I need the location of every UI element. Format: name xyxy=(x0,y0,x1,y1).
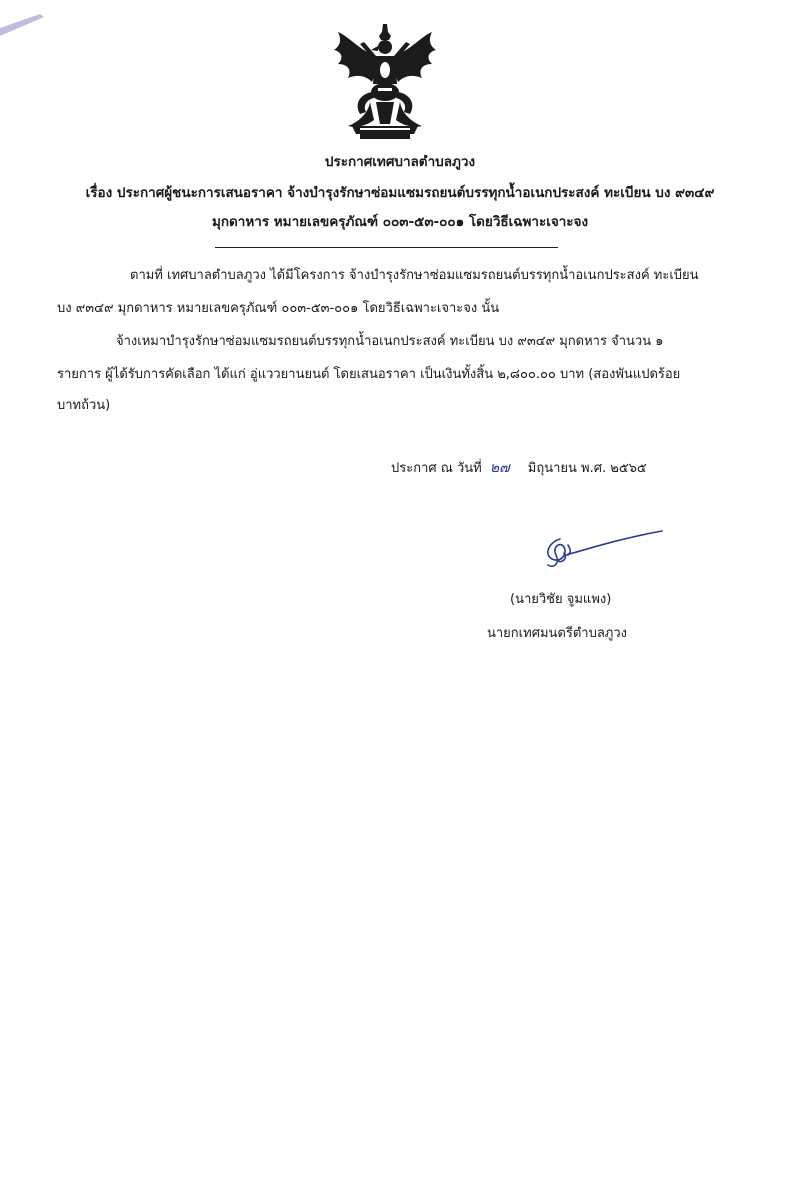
paragraph-1-line-1: ตามที่ เทศบาลตำบลภูวง ได้มีโครงการ จ้างบำรุงรักษาซ่อมแซมรถยนต์บรรทุกน้ำอเนกประสงค์ ทะเบียน xyxy=(130,268,699,283)
title-divider xyxy=(215,247,558,248)
signer-position: นายกเทศมนตรีตำบลภูวง xyxy=(487,626,627,641)
paragraph-2-line-3: บาทถ้วน) xyxy=(57,398,111,413)
subject-line-2: มุกดาหาร หมายเลขครุภัณฑ์ ๐๐๓-๕๓-๐๐๑ โดยวิธีเฉพาะเจาะจง xyxy=(211,214,589,230)
paragraph-1-line-2: บง ๙๓๔๙ มุกดาหาร หมายเลขครุภัณฑ์ ๐๐๓-๕๓-๐๐๑ โดยวิธีเฉพาะเจาะจง นั้น xyxy=(57,301,500,316)
document-issuer: ประกาศเทศบาลตำบลภูวง xyxy=(324,154,476,170)
paragraph-2-line-2: รายการ ผู้ได้รับการคัดเลือก ได้แก่ อู่แววยานยนต์ โดยเสนอราคา เป็นเงินทั้งสิ้น ๒,๘๐๐.๐๐ บาท (สองพันแปดร้อย xyxy=(57,367,681,382)
corner-scan-mark-icon xyxy=(0,0,50,60)
garuda-emblem-icon xyxy=(330,22,440,142)
handwritten-day: ๒๗ xyxy=(489,460,510,476)
handwritten-signature-icon xyxy=(538,525,668,575)
paragraph-2-line-1: จ้างเหมาบำรุงรักษาซ่อมแซมรถยนต์บรรทุกน้ำอเนกประสงค์ ทะเบียน บง ๙๓๔๙ มุกดหาร จำนวน ๑ xyxy=(116,334,664,349)
announcement-month-year: มิถุนายน พ.ศ. ๒๕๖๕ xyxy=(527,461,647,476)
subject-line-1: เรื่อง ประกาศผู้ชนะการเสนอราคา จ้างบำรุงรักษาซ่อมแซมรถยนต์บรรทุกน้ำอเนกประสงค์ ทะเบียน บง ๙๓๔๙ xyxy=(85,185,715,201)
announcement-date xyxy=(391,458,647,479)
announcement-prefix: ประกาศ ณ วันที่ xyxy=(391,461,482,476)
signer-name: (นายวิชัย จูมแพง) xyxy=(510,592,612,607)
